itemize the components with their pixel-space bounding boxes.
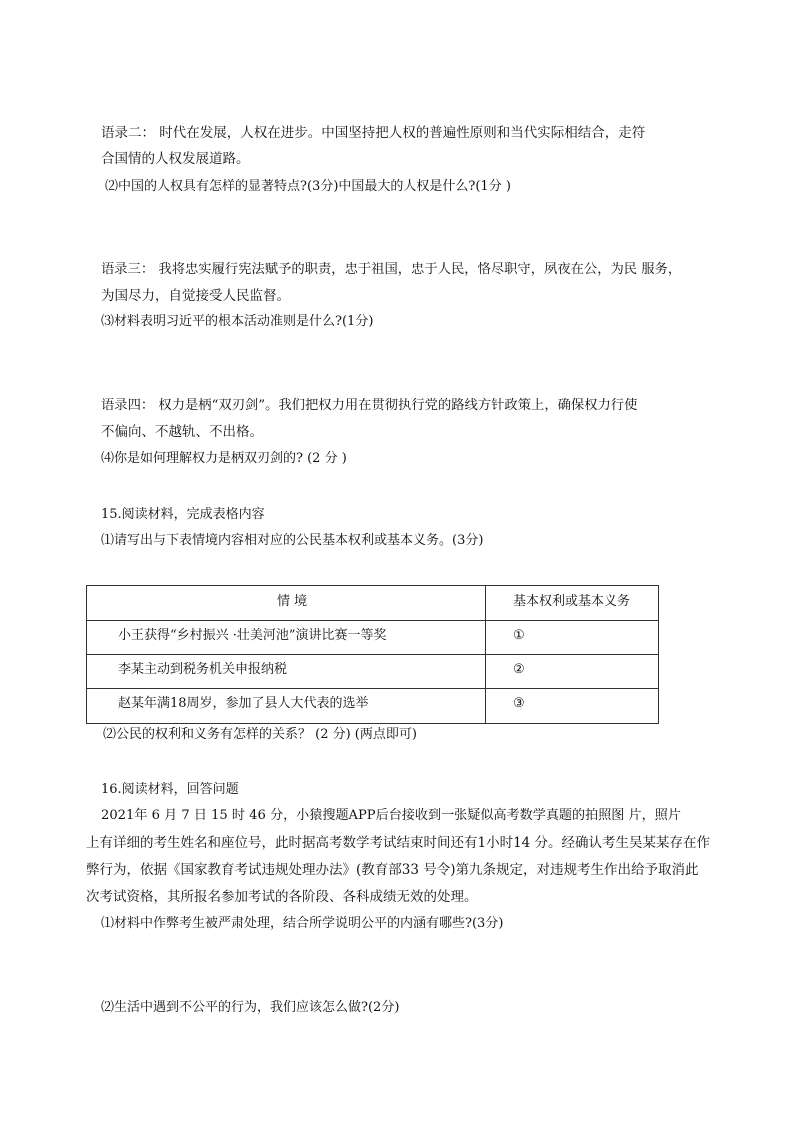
q16-title: 16.阅读材料，回答问题	[101, 782, 239, 797]
quote2-question: ⑵中国的人权具有怎样的显著特点?(3分)中国最大的人权是什么?(1分 )	[105, 179, 511, 194]
q16-para-line4: 次考试资格，其所报名参加考试的各阶段、各科成绩无效的处理。	[86, 889, 478, 905]
table-row-divider	[87, 688, 658, 689]
table-row-3-situation: 赵某年满18周岁，参加了县人大代表的选举	[118, 696, 369, 711]
quote3-line1: 语录三： 我将忠实履行宪法赋予的职责，忠于祖国，忠于人民，恪尽职守，夙夜在公，为民 服务，	[101, 262, 682, 277]
table-row-1-situation: 小王获得“乡村振兴 ·壮美河池”演讲比赛一等奖	[118, 628, 387, 643]
q15-sub2: ⑵公民的权利和义务有怎样的关系？ (2 分) (两点即可)	[103, 727, 417, 742]
table-row-divider	[87, 654, 658, 655]
q15-title: 15.阅读材料，完成表格内容	[101, 507, 265, 522]
quote3-question: ⑶材料表明习近平的根本活动准则是什么?(1分)	[101, 314, 374, 329]
table-header-situation: 情 境	[277, 594, 308, 609]
q16-para-line3: 弊行为，依据《国家教育考试违规处理办法》(教育部33 号令)第九条规定，对违规考生作出给予取消此	[86, 862, 699, 878]
q15-sub1: ⑴请写出与下表情境内容相对应的公民基本权利或基本义务。(3分)	[101, 533, 484, 548]
table-row-divider	[87, 620, 658, 621]
table-row-3-answer: ③	[513, 696, 525, 711]
q16-sub2: ⑵生活中遇到不公平的行为，我们应该怎么做?(2分)	[101, 1000, 400, 1015]
q16-para-line2: 上有详细的考生姓名和座位号，此时据高考数学考试结束时间还有1小时14 分。经确认考生吴某某存在作	[86, 835, 711, 851]
quote4-question: ⑷你是如何理解权力是柄双刃剑的? (2 分 )	[101, 451, 347, 466]
quote3-line2: 为国尽力，自觉接受人民监督。	[101, 288, 290, 304]
q16-para-line1: 2021年 6 月 7 日 15 时 46 分，小猿搜题APP后台接收到一张疑似高考数学真题的拍照图 片，照片	[101, 808, 681, 823]
table-header-answer: 基本权利或基本义务	[513, 594, 631, 609]
table-row-2-answer: ②	[513, 662, 525, 677]
quote4-line2: 不偏向、不越轨、不出格。	[101, 424, 263, 440]
q16-sub1: ⑴材料中作弊考生被严肃处理，结合所学说明公平的内涵有哪些?(3分)	[101, 916, 504, 931]
table-row-2-situation: 李某主动到税务机关申报纳税	[118, 662, 288, 677]
table-row-1-answer: ①	[513, 628, 525, 643]
quote2-line2: 合国情的人权发展道路。	[101, 151, 250, 167]
quote2-line1: 语录二： 时代在发展，人权在进步。中国坚持把人权的普遍性原则和当代实际相结合，走符	[101, 125, 646, 141]
rights-duties-table	[86, 585, 659, 724]
quote4-line1: 语录四： 权力是柄“双刃剑”。我们把权力用在贯彻执行党的路线方针政策上，确保权力行使	[101, 398, 638, 413]
